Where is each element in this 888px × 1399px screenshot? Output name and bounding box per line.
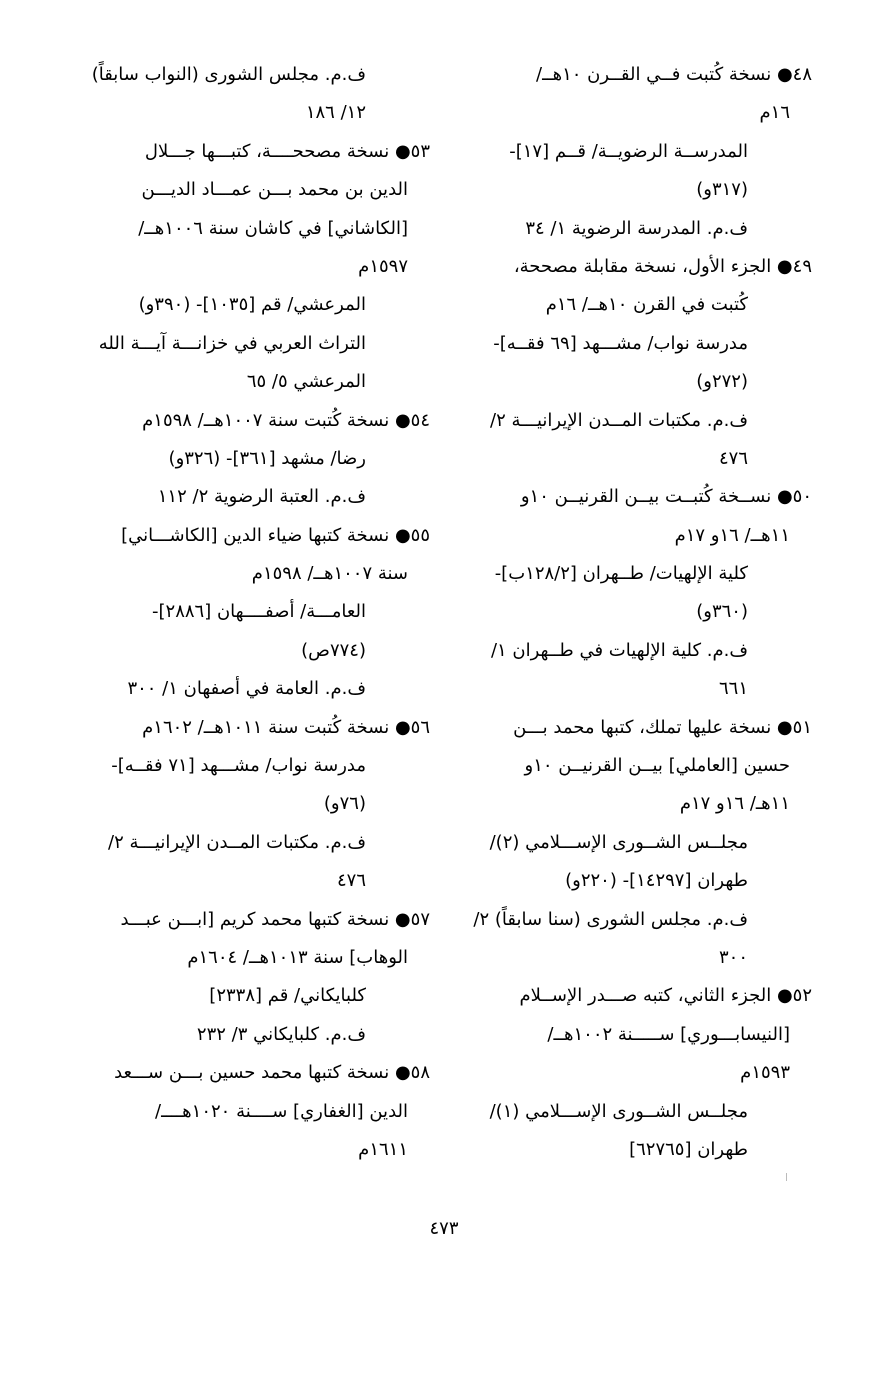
text-line: الوهاب] سنة ١٠١٣هــ/ ١٦٠٤م	[187, 946, 408, 968]
text-line: التراث العربي في خزانـــة آيـــة الله	[98, 332, 366, 354]
entry-start-line: ٥٥● نسخة كتبها ضياء الدين [الكاشـــاني]	[121, 524, 430, 546]
text-line: الدين [الغفاري] ســــنة ١٠٢٠هــــ/	[155, 1100, 408, 1122]
text-line: مدرسة نواب/ مشـــهد [٦٩ فقــه]-	[493, 332, 748, 354]
text-line: مجلــس الشــورى الإســـلامي (١)/	[489, 1100, 748, 1122]
entry-start-line: ٥٤● نسخة كُتبت سنة ١٠٠٧هــ/ ١٥٩٨م	[142, 409, 430, 431]
text-line: طهران [٦٢٧٦٥]	[629, 1138, 748, 1160]
text-line: ف.م. مكتبات المــدن الإيرانيـــة ٢/	[490, 409, 748, 431]
text-line: ف.م. العتبة الرضوية ٢/ ١١٢	[157, 486, 366, 508]
text-line: مجلــس الشــورى الإســـلامي (٢)/	[489, 831, 748, 853]
text-line: حسين [العاملي] بيــن القرنيــن ١٠و	[524, 755, 790, 777]
text-line: ٤٧٦	[718, 447, 748, 469]
text-line: رضا/ مشهد [٣٦١]- (٣٢٦و)	[168, 447, 366, 469]
text-line: (٣١٧و)	[696, 179, 748, 201]
text-line: كلبايكاني/ قم [٢٣٣٨]	[209, 985, 366, 1007]
text-line: العامـــة/ أصفــــهان [٢٨٨٦]-	[152, 601, 366, 623]
text-line: ٦٦١	[718, 678, 748, 700]
entry-start-line: ٥٠● نســخة كُتبــت بيــن القرنيــن ١٠و	[520, 486, 812, 508]
entry-start-line: ٥٢● الجزء الثاني، كتبه صـــدر الإســلام	[519, 985, 812, 1007]
text-line: (٢٧٢و)	[696, 371, 748, 393]
left-column	[78, 56, 430, 1169]
text-line: (٣٦٠و)	[696, 601, 748, 623]
entry-start-line: ٥١● نسخة عليها تملك، كتبها محمد بـــن	[513, 716, 812, 738]
text-line: المرعشي/ قم [١٠٣٥]- (٣٩٠و)	[138, 294, 366, 316]
text-line: سنة ١٠٠٧هــ/ ١٥٩٨م	[251, 563, 408, 585]
entry-start-line: ٥٨● نسخة كتبها محمد حسين بـــن ســـعد	[114, 1062, 430, 1084]
text-line: ف.م. العامة في أصفهان ١/ ٣٠٠	[127, 678, 366, 700]
entry-start-line: ٤٩● الجزء الأول، نسخة مقابلة مصححة،	[513, 255, 812, 277]
text-line: ف.م. مجلس الشورى (سنا سابقاً) ٢/	[473, 908, 748, 930]
text-line: [النيسابـــوري] ســـــنة ١٠٠٢هــ/	[547, 1023, 790, 1045]
text-line: كلية الإلهيات/ طــهران [١٢٨/٢ب]-	[494, 563, 748, 585]
text-line: ف.م. كلية الإلهيات في طــهران ١/	[490, 639, 748, 661]
page-number: ٤٧٣	[429, 1218, 459, 1239]
text-line: ٣٠٠	[718, 946, 748, 968]
text-line: ١٢/ ١٨٦	[305, 102, 366, 124]
text-line: ١١هــ/ ١٦و ١٧م	[674, 524, 790, 546]
text-line: الدين بن محمد بـــن عمـــاد الديـــن	[141, 179, 408, 201]
right-column	[468, 56, 812, 1169]
text-line: ف.م. كلبايكاني ٣/ ٢٣٢	[196, 1023, 366, 1045]
text-line: ف.م. المدرسة الرضوية ١/ ٣٤	[525, 217, 748, 239]
text-line: ١١هـ/ ١٦و ١٧م	[679, 793, 790, 815]
text-line: (٧٦و)	[323, 793, 366, 815]
text-line: (٧٧٤ص)	[301, 639, 366, 661]
margin-mark	[786, 1173, 787, 1181]
text-line: كُتبت في القرن ١٠هــ/ ١٦م	[545, 294, 748, 316]
text-line: مدرسة نواب/ مشـــهد [٧١ فقــه]-	[111, 755, 366, 777]
text-line: ٤٧٦	[336, 870, 366, 892]
text-line: ف.م. مجلس الشورى (النواب سابقاً)	[91, 64, 366, 85]
text-line: المدرســة الرضويــة/ قــم [١٧]-	[509, 140, 748, 162]
text-line: ف.م. مكتبات المــدن الإيرانيـــة ٢/	[108, 831, 366, 853]
text-line: ١٦م	[759, 102, 790, 124]
text-line: المرعشي ٥/ ٦٥	[246, 371, 366, 393]
text-line: ١٥٩٣م	[740, 1062, 790, 1084]
text-line: ١٦١١م	[358, 1138, 408, 1160]
entry-start-line: ٥٧● نسخة كتبها محمد كريم [ابـــن عبـــد	[120, 908, 430, 930]
entry-start-line: ٥٦● نسخة كُتبت سنة ١٠١١هــ/ ١٦٠٢م	[142, 716, 430, 738]
entry-start-line: ٤٨● نسخة كُتبت فــي القــرن ١٠هــ/	[536, 64, 812, 85]
text-line: طهران [١٤٢٩٧]- (٢٢٠و)	[565, 870, 748, 892]
entry-start-line: ٥٣● نسخة مصححــــة، كتبـــها جـــلال	[144, 140, 430, 162]
text-line: [الكاشاني] في كاشان سنة ١٠٠٦هــ/	[138, 217, 408, 239]
text-line: ١٥٩٧م	[358, 255, 408, 277]
